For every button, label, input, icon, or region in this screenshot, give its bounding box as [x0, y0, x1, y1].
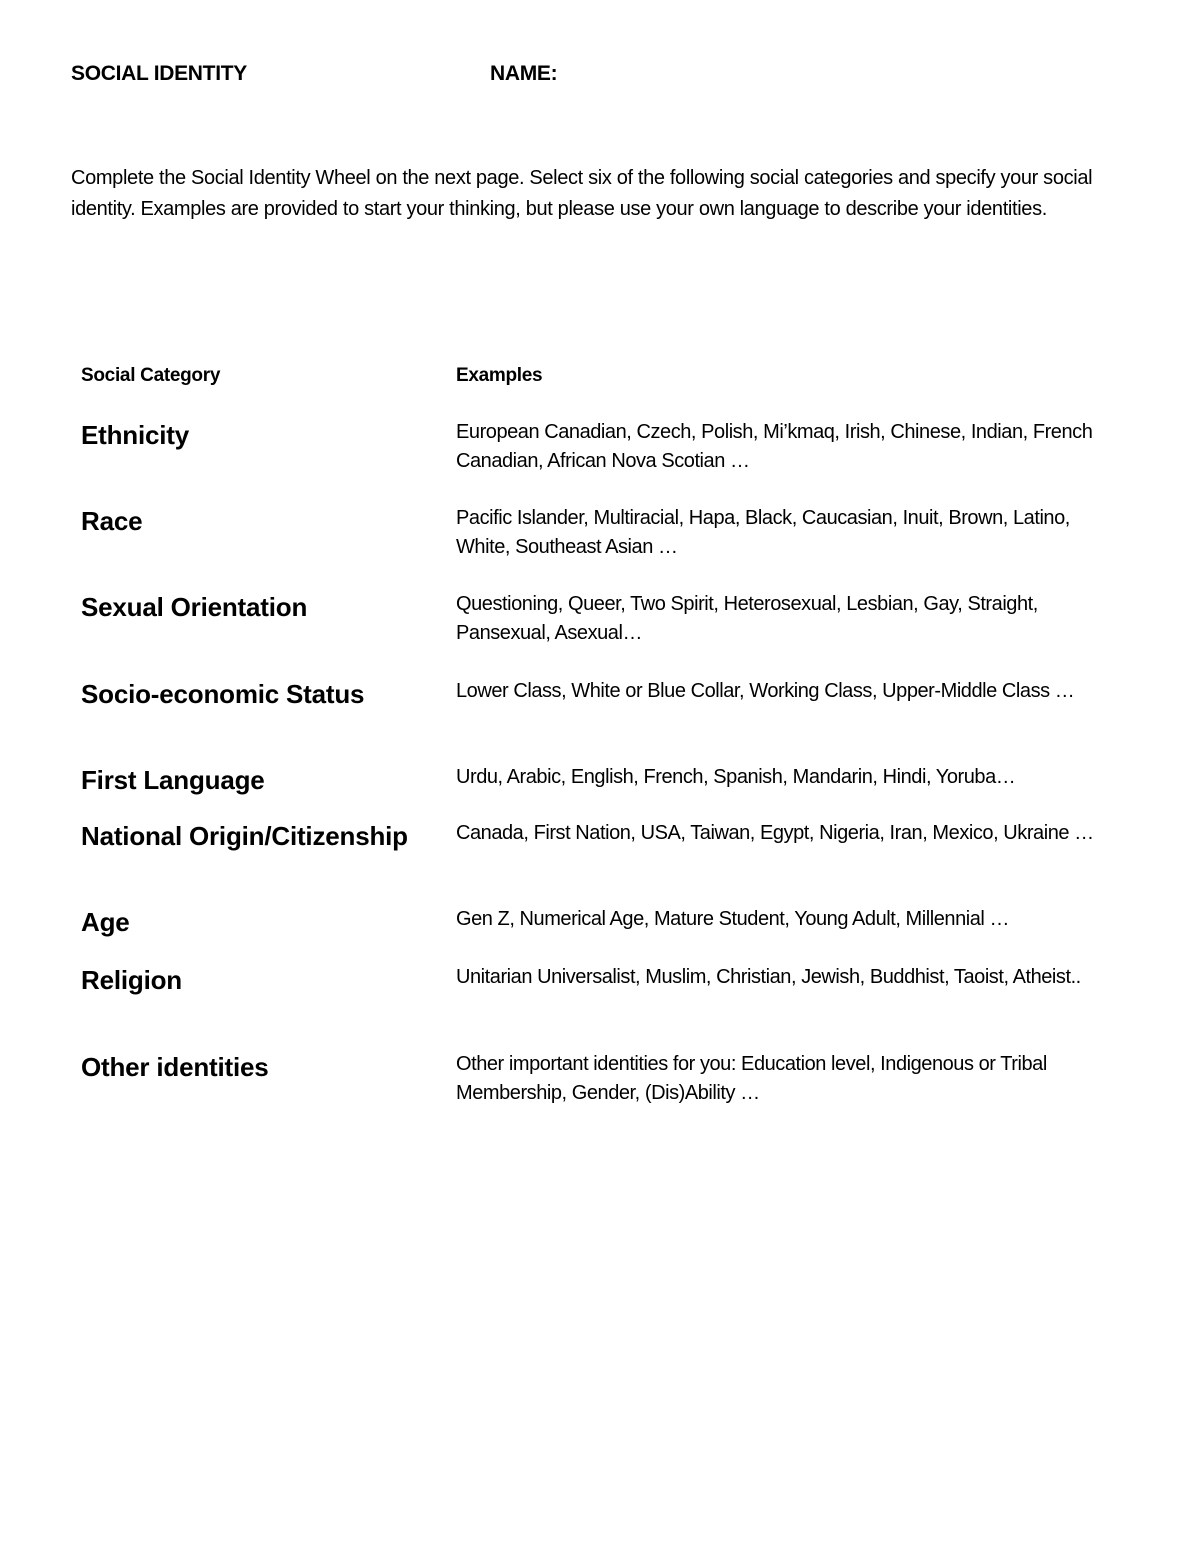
category-examples: Unitarian Universalist, Muslim, Christian, Jewish, Buddhist, Taoist, Atheist..: [456, 966, 1081, 988]
category-examples: Questioning, Queer, Two Spirit, Heterosexual, Lesbian, Gay, Straight, Pansexual, Asexual…: [456, 593, 1038, 644]
category-name: Other identities: [81, 1052, 269, 1082]
category-examples: Canada, First Nation, USA, Taiwan, Egypt, Nigeria, Iran, Mexico, Ukraine …: [456, 822, 1094, 844]
category-examples: Gen Z, Numerical Age, Mature Student, Young Adult, Millennial …: [456, 908, 1010, 930]
category-name: Age: [81, 907, 130, 937]
name-label: NAME:: [490, 62, 558, 85]
category-examples: Pacific Islander, Multiracial, Hapa, Black, Caucasian, Inuit, Brown, Latino, White, Southeast Asian …: [456, 507, 1070, 558]
category-name: Socio-economic Status: [81, 679, 365, 709]
column-header-examples: Examples: [456, 365, 543, 386]
category-examples: Lower Class, White or Blue Collar, Working Class, Upper-Middle Class …: [456, 680, 1075, 702]
header-title: SOCIAL IDENTITY: [71, 62, 247, 85]
category-name: First Language: [81, 765, 265, 795]
category-name: National Origin/Citizenship: [81, 821, 408, 851]
instructions-paragraph: Complete the Social Identity Wheel on the next page. Select six of the following social categories and specify your social identity. Examples are provided to start your thinking, but please use your own language to describe your identities.: [71, 167, 1093, 220]
category-examples: Other important identities for you: Education level, Indigenous or Tribal Membership, Gender, (Dis)Ability …: [456, 1053, 1047, 1104]
category-examples: Urdu, Arabic, English, French, Spanish, Mandarin, Hindi, Yoruba…: [456, 766, 1016, 788]
category-name: Religion: [81, 965, 182, 995]
category-name: Sexual Orientation: [81, 592, 308, 622]
category-name: Race: [81, 506, 143, 536]
column-header-category: Social Category: [81, 365, 221, 386]
category-name: Ethnicity: [81, 420, 189, 450]
category-examples: European Canadian, Czech, Polish, Mi’kmaq, Irish, Chinese, Indian, French Canadian, African Nova Scotian …: [456, 421, 1093, 472]
